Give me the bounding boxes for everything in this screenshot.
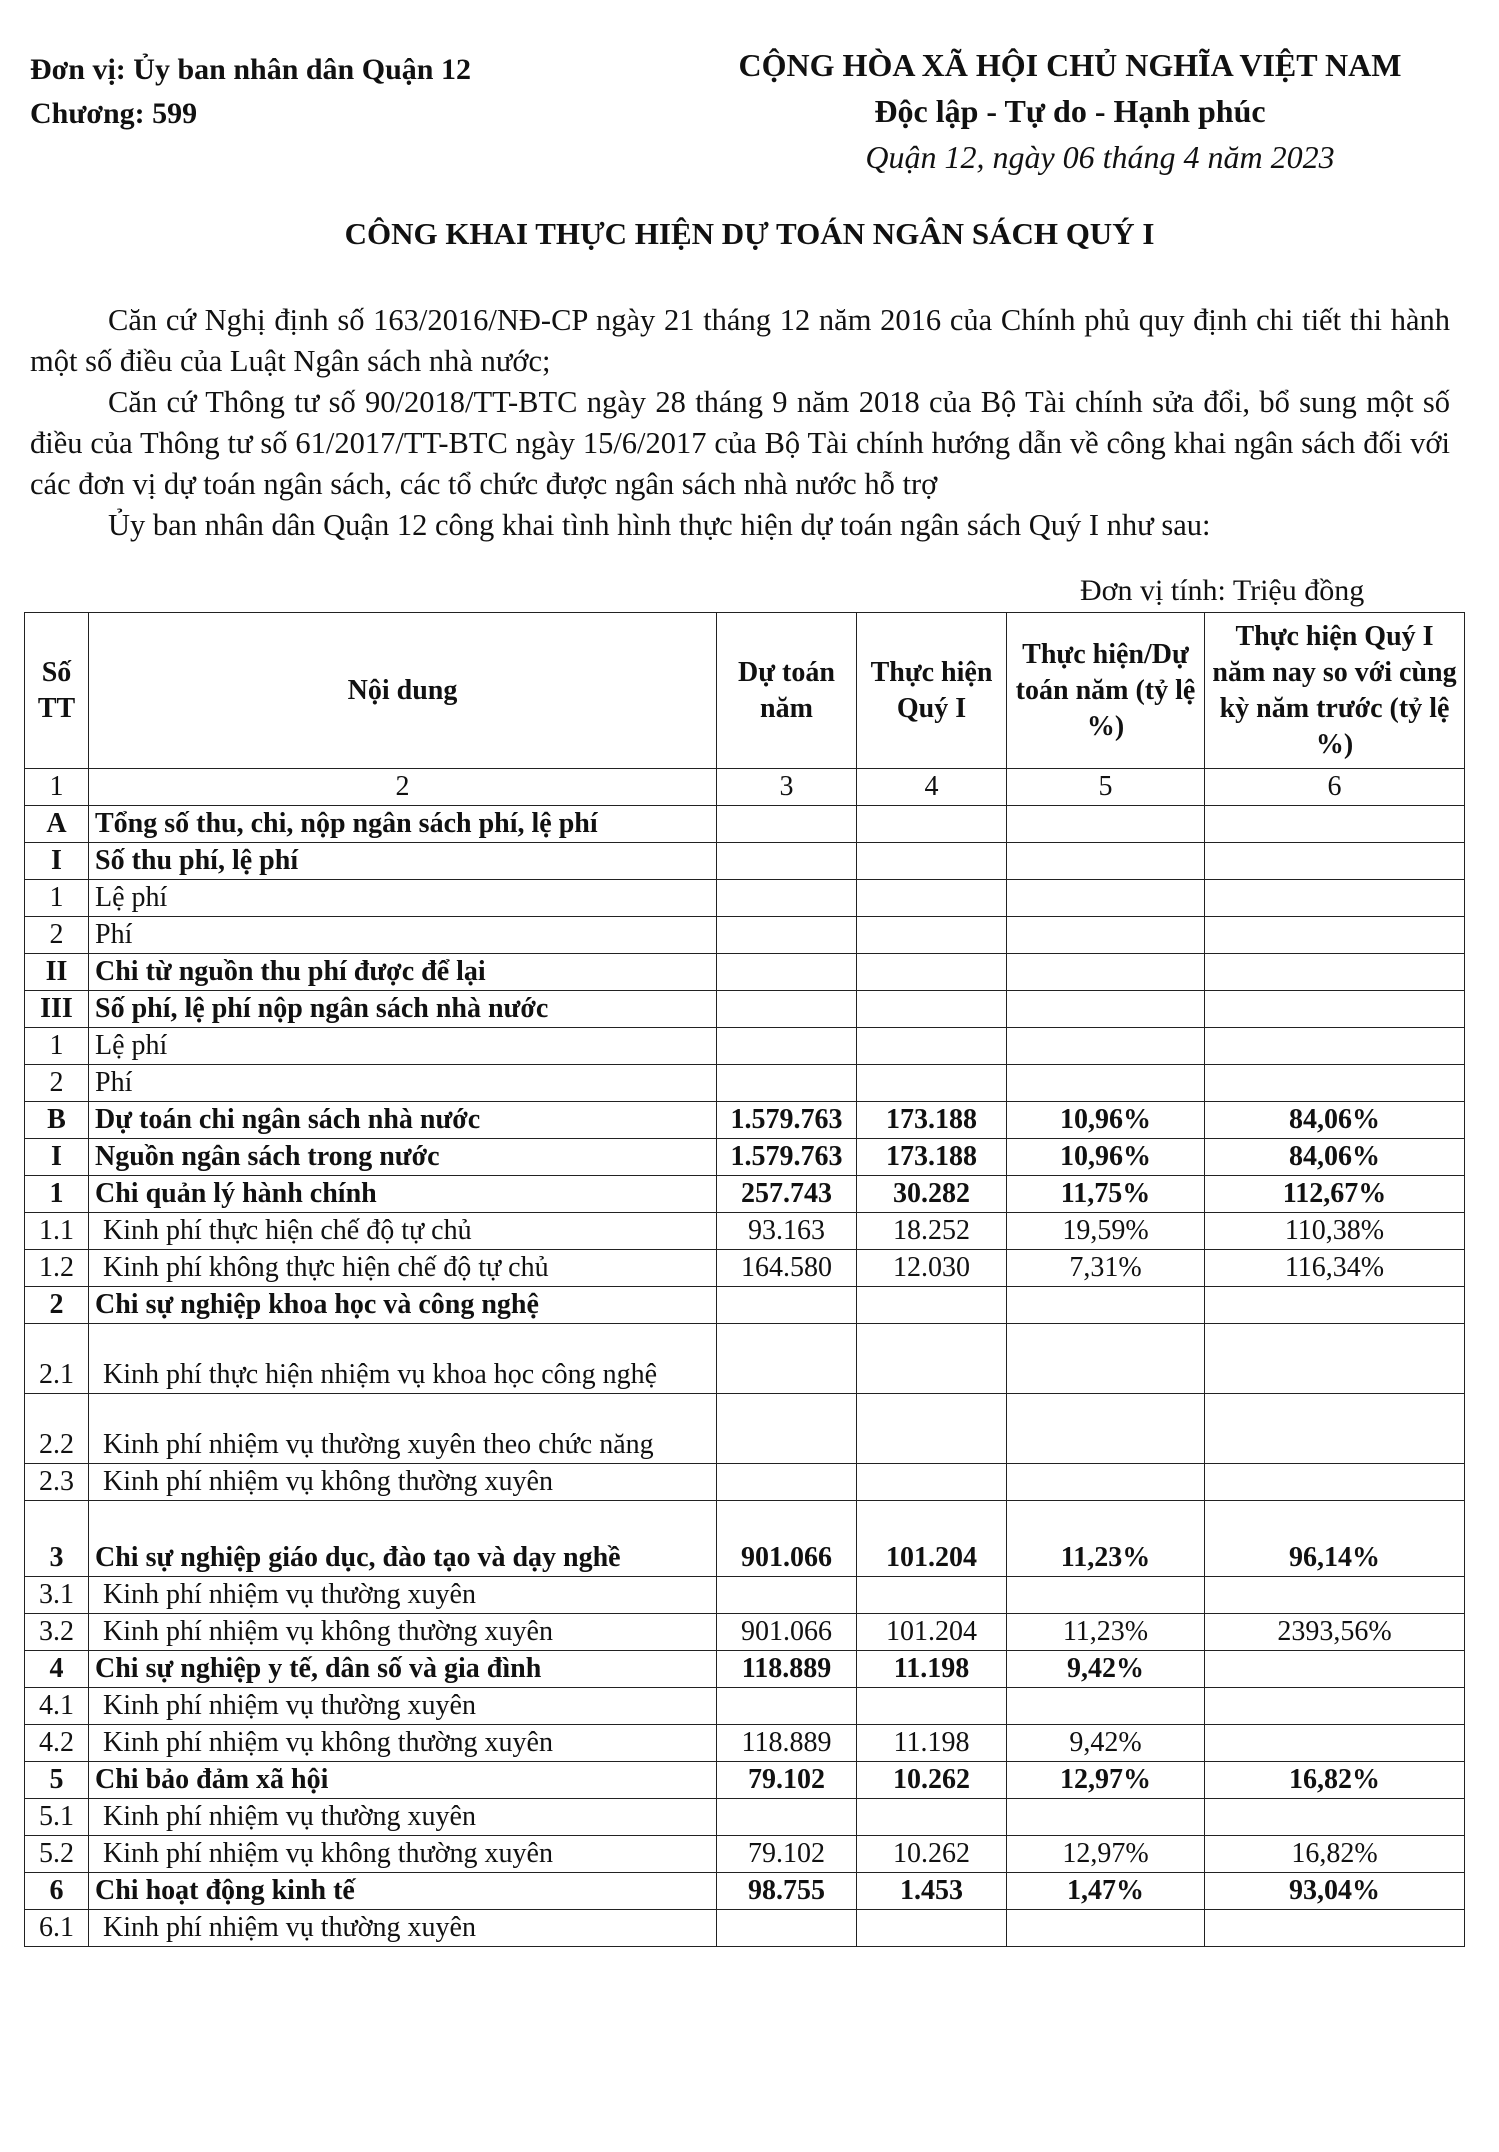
ratio-budget-value [1007,1287,1205,1324]
ratio-prior-year-value [1205,1065,1465,1102]
ratio-budget-value: 9,42% [1007,1651,1205,1688]
table-row [25,1139,1465,1176]
annual-budget-value: 93.163 [717,1213,857,1250]
row-content: Chi hoạt động kinh tế [89,1873,717,1910]
row-number: I [25,1139,89,1176]
table-row [25,806,1465,843]
q1-actual-value [857,806,1007,843]
ratio-prior-year-value: 84,06% [1205,1102,1465,1139]
row-number: III [25,991,89,1028]
ratio-prior-year-value: 16,82% [1205,1836,1465,1873]
q1-actual-value: 173.188 [857,1102,1007,1139]
row-content: Kinh phí nhiệm vụ không thường xuyên [89,1836,717,1873]
ratio-budget-value [1007,1464,1205,1501]
issuer-chapter: Chương: 599 [30,97,198,130]
q1-actual-value [857,1028,1007,1065]
row-content: Kinh phí nhiệm vụ thường xuyên [89,1577,717,1614]
annual-budget-value [717,1324,857,1394]
q1-actual-value: 10.262 [857,1762,1007,1799]
q1-actual-value: 18.252 [857,1213,1007,1250]
annual-budget-value [717,1799,857,1836]
nation-name: CỘNG HÒA XÃ HỘI CHỦ NGHĨA VIỆT NAM [738,47,1402,83]
row-number: 2 [25,1065,89,1102]
table-row [25,1910,1465,1947]
ratio-budget-value [1007,880,1205,917]
q1-actual-value [857,1324,1007,1394]
annual-budget-value [717,1287,857,1324]
table-row [25,1287,1465,1324]
ratio-budget-value: 10,96% [1007,1139,1205,1176]
ratio-prior-year-value [1205,880,1465,917]
intro-statement: Ủy ban nhân dân Quận 12 công khai tình hình thực hiện dự toán ngân sách Quý I như sau: [108,508,1211,542]
q1-actual-value [857,880,1007,917]
ratio-prior-year-value [1205,1577,1465,1614]
annual-budget-value [717,1577,857,1614]
table-row [25,1762,1465,1799]
row-content: Chi sự nghiệp giáo dục, đào tạo và dạy nghề [89,1501,717,1577]
row-content: Kinh phí thực hiện nhiệm vụ khoa học công nghệ [89,1324,717,1394]
q1-actual-value [857,1394,1007,1464]
ratio-budget-value [1007,1910,1205,1947]
row-number: 5.2 [25,1836,89,1873]
ratio-prior-year-value: 93,04% [1205,1873,1465,1910]
col-number: 1 [25,769,89,806]
q1-actual-value: 101.204 [857,1501,1007,1577]
ratio-budget-value: 10,96% [1007,1102,1205,1139]
q1-actual-value: 12.030 [857,1250,1007,1287]
table-row [25,1725,1465,1762]
q1-actual-value [857,917,1007,954]
row-number: 3.1 [25,1577,89,1614]
ratio-budget-value: 11,75% [1007,1176,1205,1213]
ratio-prior-year-value: 112,67% [1205,1176,1465,1213]
row-content: Tổng số thu, chi, nộp ngân sách phí, lệ phí [89,806,717,843]
annual-budget-value [717,1464,857,1501]
ratio-budget-value [1007,843,1205,880]
ratio-prior-year-value [1205,1688,1465,1725]
row-number: A [25,806,89,843]
table-row [25,1028,1465,1065]
row-number: 4.2 [25,1725,89,1762]
table-row [25,1464,1465,1501]
annual-budget-value: 901.066 [717,1501,857,1577]
budget-table [24,612,1465,1947]
row-number: 2 [25,917,89,954]
row-content: Chi quản lý hành chính [89,1176,717,1213]
row-number: 2 [25,1287,89,1324]
row-number: 5 [25,1762,89,1799]
row-number: 1 [25,880,89,917]
table-header-row [25,613,1465,769]
ratio-prior-year-value [1205,1287,1465,1324]
header-stt: Số TT [25,613,89,769]
row-number: 2.2 [25,1394,89,1464]
table-row [25,1873,1465,1910]
row-content: Chi từ nguồn thu phí được để lại [89,954,717,991]
ratio-budget-value: 12,97% [1007,1762,1205,1799]
annual-budget-value: 1.579.763 [717,1139,857,1176]
q1-actual-value: 11.198 [857,1725,1007,1762]
table-row [25,1102,1465,1139]
table-row [25,1614,1465,1651]
ratio-budget-value: 11,23% [1007,1614,1205,1651]
row-number: 6 [25,1873,89,1910]
table-row [25,1250,1465,1287]
document-date: Quận 12, ngày 06 tháng 4 năm 2023 [865,139,1335,175]
row-content: Kinh phí nhiệm vụ không thường xuyên [89,1725,717,1762]
table-row [25,1799,1465,1836]
annual-budget-value: 901.066 [717,1614,857,1651]
table-row [25,1688,1465,1725]
ratio-prior-year-value [1205,1725,1465,1762]
ratio-prior-year-value [1205,917,1465,954]
annual-budget-value [717,1394,857,1464]
col-number: 5 [1007,769,1205,806]
annual-budget-value [717,806,857,843]
q1-actual-value [857,843,1007,880]
q1-actual-value: 10.262 [857,1836,1007,1873]
row-number: 4.1 [25,1688,89,1725]
row-content: Kinh phí không thực hiện chế độ tự chủ [89,1250,717,1287]
ratio-prior-year-value [1205,1651,1465,1688]
q1-actual-value [857,1577,1007,1614]
q1-actual-value [857,1910,1007,1947]
row-number: 3.2 [25,1614,89,1651]
ratio-prior-year-value [1205,1394,1465,1464]
annual-budget-value: 164.580 [717,1250,857,1287]
q1-actual-value: 1.453 [857,1873,1007,1910]
row-number: B [25,1102,89,1139]
row-number: 6.1 [25,1910,89,1947]
ratio-prior-year-value [1205,1799,1465,1836]
table-row [25,1065,1465,1102]
col-number: 4 [857,769,1007,806]
unit-note: Đơn vị tính: Triệu đồng [1080,574,1365,607]
ratio-prior-year-value [1205,954,1465,991]
annual-budget-value [717,880,857,917]
q1-actual-value [857,1065,1007,1102]
q1-actual-value: 30.282 [857,1176,1007,1213]
row-content: Kinh phí nhiệm vụ không thường xuyên [89,1614,717,1651]
q1-actual-value [857,1688,1007,1725]
q1-actual-value [857,1799,1007,1836]
header-ratio-budget: Thực hiện/Dự toán năm (tỷ lệ %) [1007,613,1205,769]
table-row [25,1577,1465,1614]
ratio-budget-value [1007,1799,1205,1836]
table-row [25,917,1465,954]
ratio-prior-year-value [1205,806,1465,843]
ratio-prior-year-value: 116,34% [1205,1250,1465,1287]
ratio-prior-year-value [1205,1464,1465,1501]
q1-actual-value: 11.198 [857,1651,1007,1688]
row-content: Phí [89,1065,717,1102]
annual-budget-value: 118.889 [717,1725,857,1762]
row-content: Kinh phí nhiệm vụ không thường xuyên [89,1464,717,1501]
row-number: 5.1 [25,1799,89,1836]
table-row [25,1176,1465,1213]
ratio-prior-year-value: 84,06% [1205,1139,1465,1176]
table-row [25,1213,1465,1250]
ratio-budget-value [1007,1394,1205,1464]
ratio-budget-value: 11,23% [1007,1501,1205,1577]
ratio-prior-year-value: 110,38% [1205,1213,1465,1250]
ratio-budget-value: 12,97% [1007,1836,1205,1873]
col-number: 3 [717,769,857,806]
row-content: Lệ phí [89,1028,717,1065]
annual-budget-value [717,1688,857,1725]
ratio-prior-year-value [1205,1028,1465,1065]
ratio-prior-year-value: 16,82% [1205,1762,1465,1799]
row-content: Số thu phí, lệ phí [89,843,717,880]
table-row [25,991,1465,1028]
document-title: CÔNG KHAI THỰC HIỆN DỰ TOÁN NGÂN SÁCH QUÝ I [344,216,1155,251]
q1-actual-value [857,991,1007,1028]
row-content: Lệ phí [89,880,717,917]
ratio-prior-year-value [1205,1910,1465,1947]
table-row [25,1501,1465,1577]
ratio-budget-value: 1,47% [1007,1873,1205,1910]
ratio-budget-value: 7,31% [1007,1250,1205,1287]
q1-actual-value [857,1287,1007,1324]
row-number: II [25,954,89,991]
row-content: Dự toán chi ngân sách nhà nước [89,1102,717,1139]
annual-budget-value [717,954,857,991]
ratio-prior-year-value [1205,1324,1465,1394]
annual-budget-value [717,917,857,954]
header-ratio-prior-year: Thực hiện Quý I năm nay so với cùng kỳ năm trước (tỷ lệ %) [1205,613,1465,769]
legal-basis-1: Căn cứ Nghị định số 163/2016/NĐ-CP ngày 21 tháng 12 năm 2016 của Chính phủ quy định chi tiết thi hành một số điều của Luật Ngân sách nhà nước; [30,303,1450,378]
ratio-budget-value [1007,991,1205,1028]
table-row [25,843,1465,880]
row-content: Phí [89,917,717,954]
ratio-budget-value [1007,954,1205,991]
issuer-unit: Đơn vị: Ủy ban nhân dân Quận 12 [30,53,471,86]
annual-budget-value: 257.743 [717,1176,857,1213]
row-content: Kinh phí nhiệm vụ thường xuyên theo chức năng [89,1394,717,1464]
row-content: Kinh phí nhiệm vụ thường xuyên [89,1688,717,1725]
row-content: Kinh phí nhiệm vụ thường xuyên [89,1799,717,1836]
q1-actual-value [857,1464,1007,1501]
header-q1-actual: Thực hiện Quý I [857,613,1007,769]
ratio-budget-value [1007,917,1205,954]
row-number: 1 [25,1028,89,1065]
row-number: 1.2 [25,1250,89,1287]
table-row [25,1651,1465,1688]
annual-budget-value: 118.889 [717,1651,857,1688]
table-row [25,954,1465,991]
row-content: Chi bảo đảm xã hội [89,1762,717,1799]
ratio-budget-value [1007,1065,1205,1102]
row-number: 1 [25,1176,89,1213]
annual-budget-value [717,843,857,880]
ratio-budget-value [1007,1028,1205,1065]
table-row [25,1324,1465,1394]
table-row [25,1394,1465,1464]
annual-budget-value [717,1910,857,1947]
row-content: Số phí, lệ phí nộp ngân sách nhà nước [89,991,717,1028]
ratio-budget-value [1007,1324,1205,1394]
q1-actual-value: 101.204 [857,1614,1007,1651]
annual-budget-value [717,1028,857,1065]
ratio-budget-value [1007,806,1205,843]
ratio-budget-value [1007,1577,1205,1614]
ratio-prior-year-value [1205,991,1465,1028]
table-row [25,880,1465,917]
row-number: 1.1 [25,1213,89,1250]
annual-budget-value: 79.102 [717,1762,857,1799]
nation-motto: Độc lập - Tự do - Hạnh phúc [874,93,1266,129]
row-content: Chi sự nghiệp y tế, dân số và gia đình [89,1651,717,1688]
row-number: 4 [25,1651,89,1688]
table-row [25,1836,1465,1873]
annual-budget-value: 98.755 [717,1873,857,1910]
row-content: Kinh phí nhiệm vụ thường xuyên [89,1910,717,1947]
ratio-budget-value [1007,1688,1205,1725]
column-number-row [25,769,1465,806]
row-content: Nguồn ngân sách trong nước [89,1139,717,1176]
ratio-prior-year-value [1205,843,1465,880]
row-number: I [25,843,89,880]
header-content: Nội dung [89,613,717,769]
row-number: 3 [25,1501,89,1577]
row-content: Kinh phí thực hiện chế độ tự chủ [89,1213,717,1250]
annual-budget-value [717,991,857,1028]
ratio-budget-value: 19,59% [1007,1213,1205,1250]
issuer-block [30,48,471,136]
col-number: 2 [89,769,717,806]
col-number: 6 [1205,769,1465,806]
row-number: 2.1 [25,1324,89,1394]
q1-actual-value [857,954,1007,991]
header-annual-budget: Dự toán năm [717,613,857,769]
annual-budget-value: 79.102 [717,1836,857,1873]
ratio-budget-value: 9,42% [1007,1725,1205,1762]
ratio-prior-year-value: 96,14% [1205,1501,1465,1577]
annual-budget-value: 1.579.763 [717,1102,857,1139]
row-number: 2.3 [25,1464,89,1501]
row-content: Chi sự nghiệp khoa học và công nghệ [89,1287,717,1324]
legal-basis-2: Căn cứ Thông tư số 90/2018/TT-BTC ngày 28 tháng 9 năm 2018 của Bộ Tài chính sửa đổi, bổ sung một số điều của Thông tư số 61/2017/TT-BTC ngày 15/6/2017 của Bộ Tài chính hướng dẫn về công khai ngân sách đối với các đơn vị dự toán ngân sách, các tổ chức được ngân sách nhà nước hỗ trợ [30,385,1450,501]
ratio-prior-year-value: 2393,56% [1205,1614,1465,1651]
q1-actual-value: 173.188 [857,1139,1007,1176]
national-header [690,42,1450,180]
annual-budget-value [717,1065,857,1102]
